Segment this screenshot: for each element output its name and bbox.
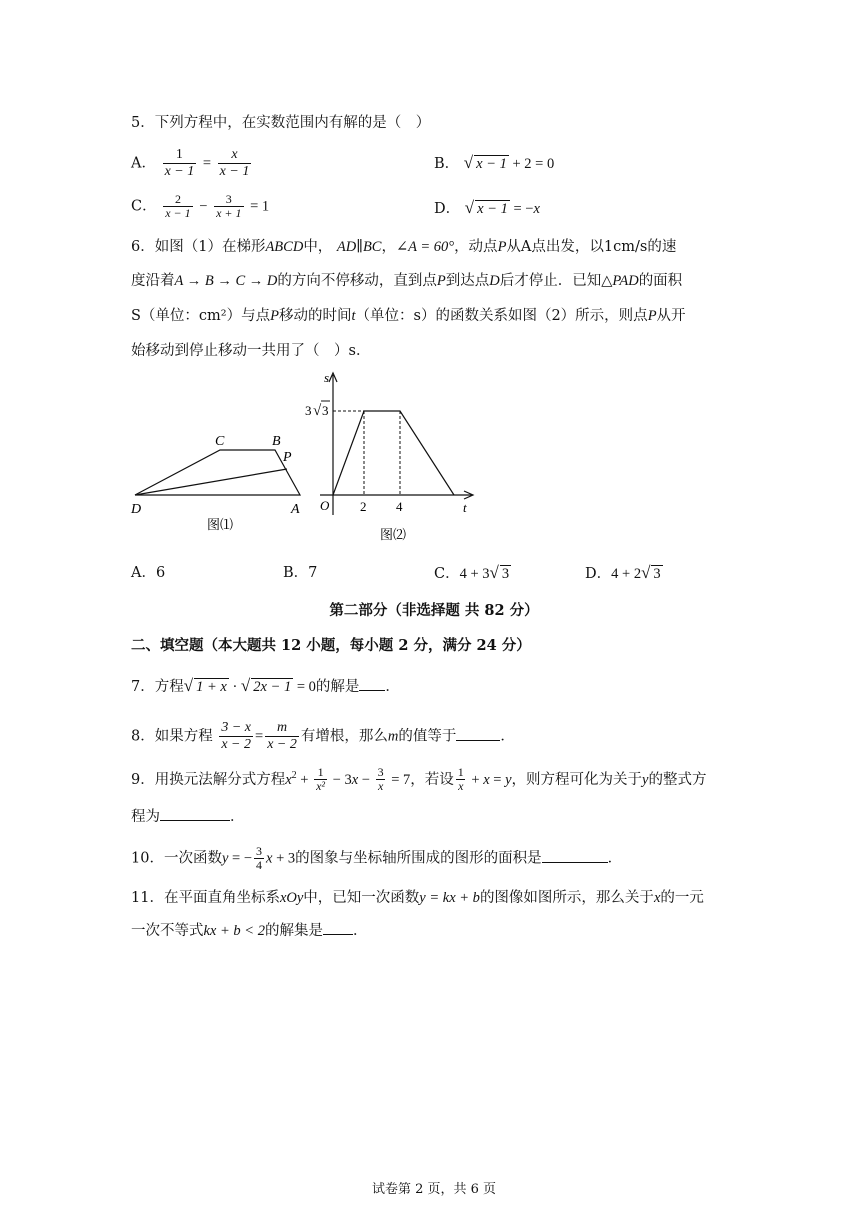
fraction: $\frac{3}{x + 1}$ (216, 192, 242, 220)
q6-option-b: B．7 (283, 565, 318, 581)
q5-stem: 5．下列方程中，在实数范围内有解的是（ ） (131, 115, 431, 131)
q6-line-2: 度沿着A → B → C → D的方向不停移动，直到点P到达点D后才停止．已知△PAD的面积 (131, 273, 683, 289)
q7: 7．方程√ 1 + x · √ 2x − 1 = 0的解是 ． (131, 676, 400, 695)
graph-line (333, 411, 454, 495)
option-label: B． (434, 156, 460, 172)
fraction: $\frac{1}{\text{x²}}$ (316, 765, 326, 794)
segment-dp (135, 469, 287, 495)
answer-blank[interactable] (456, 726, 500, 741)
y-tick-radicand: 3 (322, 403, 329, 418)
fraction: $\frac{1}{x - 1}$ (164, 147, 195, 179)
x-tick-2: 2 (360, 499, 367, 514)
fraction: $\frac{3}{4}$ (256, 844, 262, 872)
q11-line-1: 11．在平面直角坐标系xOy中，已知一次函数y = kx + b的图像如图所示，那么关于x的一元 (131, 890, 704, 906)
q11-line-2: 一次不等式kx + b < 2的解集是 ． (131, 920, 367, 942)
q5-option-c: C． $\frac{2}{x - 1}$ − $\frac{3}{x + 1}$ = 1 (131, 192, 270, 220)
q9-line-2: 程为 ． (131, 806, 245, 828)
fraction: $\frac{x}{x - 1}$ (219, 147, 250, 179)
option-label: A． (131, 155, 156, 172)
fraction: $\frac{1}{x}$ (457, 765, 464, 794)
fraction: $\frac{m}{x - 2}$ (267, 720, 297, 752)
q5-option-d: D． √ x − 1 = −x (434, 198, 540, 217)
figure-2-caption: 图⑵ (380, 527, 407, 542)
y-tick-coefficient: 3 (305, 403, 312, 418)
option-label: C． (131, 198, 157, 215)
label-b: B (272, 434, 281, 449)
fraction: $\frac{3}{x}$ (377, 765, 384, 794)
answer-blank[interactable] (542, 848, 608, 863)
figure-2-graph (300, 365, 480, 550)
page-footer: 试卷第 2 页，共 6 页 (371, 1182, 497, 1197)
label-d: D (131, 502, 142, 517)
q6-line-1: 6．如图（1）在梯形ABCD中， AD∥BC，∠A = 60°，动点P从A点出发，以1cm/s的速 (131, 239, 677, 255)
origin-label: O (320, 498, 330, 513)
answer-blank[interactable] (160, 806, 230, 821)
answer-blank[interactable] (359, 676, 385, 691)
q6-option-a: A．6 (131, 565, 166, 581)
answer-blank[interactable] (323, 920, 353, 935)
axis-label-s: s (324, 370, 330, 385)
q5-option-a: A． $\frac{1}{x - 1}$ = $\frac{x}{x - 1}$ (131, 147, 250, 179)
q6-option-d: D．4 + 2√ 3 (585, 563, 661, 582)
label-p: P (283, 450, 292, 465)
axis-label-t: t (463, 500, 467, 515)
part-2-heading: 第二部分（非选择题 共 82 分） (329, 602, 539, 619)
trapezoid-outline (135, 450, 300, 495)
q8: 8．如果方程 $\frac{3 - x}{x - 2}$ = $\frac{m}{x - 2}$ 有增根，那么m的值等于 ． (131, 720, 515, 752)
fraction: $\frac{3 - x}{x - 2}$ (221, 720, 252, 752)
figure-1-trapezoid (125, 425, 315, 540)
q6-option-c: C．4 + 3√ 3 (434, 563, 510, 582)
y-tick-radical: √ (313, 403, 322, 419)
figure-1-caption: 图⑴ (207, 517, 234, 532)
q5-option-b: B． √ x − 1 + 2 = 0 (434, 153, 555, 172)
label-a: A (291, 502, 300, 517)
q9-line-1: 9．用换元法解分式方程$x^2$ + $\frac{1}{\text{x²}}$ − 3x − $\frac{3}{x}$ = 7，若设 $\frac{1}{x}$ + x = y，则方程可化为关于y的整式方 (131, 765, 707, 794)
section-2-heading: 二、填空题（本大题共 12 小题，每小题 2 分，满分 24 分） (131, 637, 531, 654)
x-tick-4: 4 (396, 499, 403, 514)
q10: 10．一次函数y = − $\frac{3}{4}$ x + 3的图象与坐标轴所围成的图形的面积是 ． (131, 844, 623, 872)
fraction: $\frac{2}{x - 1}$ (165, 192, 191, 220)
label-c: C (215, 434, 225, 449)
option-label: D． (434, 201, 461, 217)
q6-line-3: S（单位：cm²）与点P移动的时间t（单位：s）的函数关系如图（2）所示，则点P从开 (131, 308, 686, 324)
q6-line-4: 始移动到停止移动一共用了（ ）s． (131, 343, 371, 359)
